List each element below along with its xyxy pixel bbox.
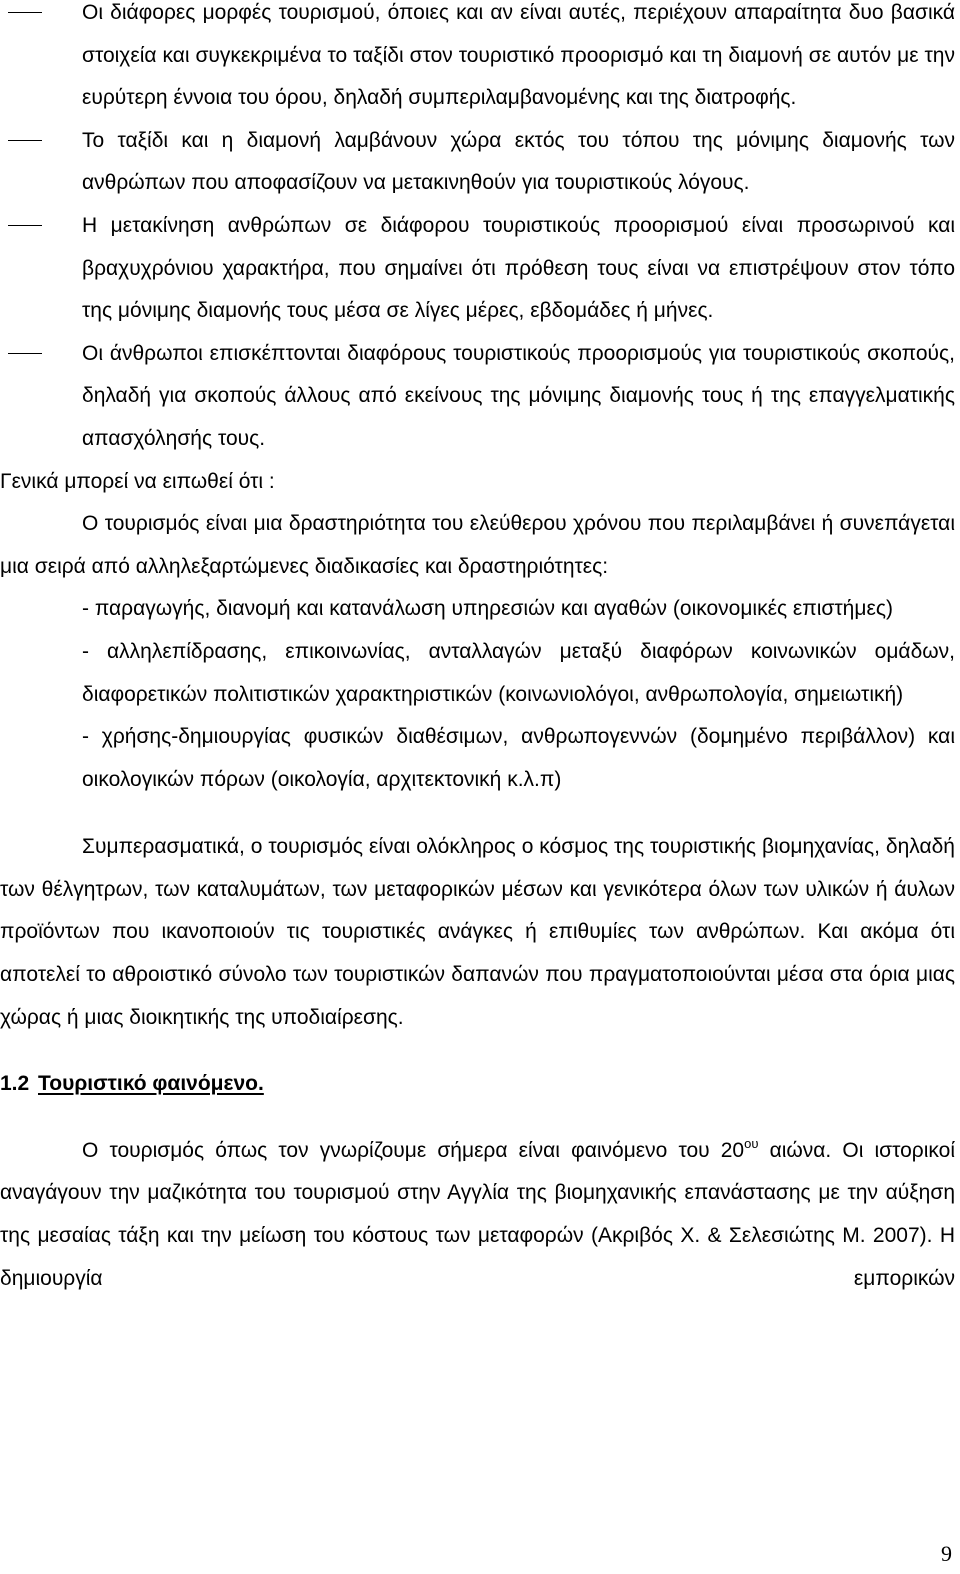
conclusion-paragraph: Συμπερασματικά, ο τουρισμός είναι ολόκληρος ο κόσμος της τουριστικής βιομηχανίας, δηλαδή των θέλγητρων, των καταλυμάτων, των μεταφορικών μέσων και γενικότερα όλων των υλικών ή άυλων προϊόντων που ικανοποιούν τις τουριστικές ανάγκες ή επιθυμίες των ανθρώπων. Και ακόμα ότι αποτελεί το αθροιστικό σύνολο των τουριστικών δαπανών που πραγματοποιούνται μέσα στα όρια μιας χώρας ή μιας διοικητικής της υποδιαίρεσης. (0, 835, 955, 1029)
bullet-text: Το ταξίδι και η διαμονή λαμβάνουν χώρα εκτός του τόπου της μόνιμης διαμονής των ανθρώπων που αποφασίζουν να μετακινηθούν για τουριστικούς λόγους. (82, 128, 955, 195)
section-title: Τουριστικό φαινόμενο. (38, 1072, 264, 1096)
bullet-text: Οι άνθρωποι επισκέπτονται διαφόρους τουριστικούς προορισμούς για τουριστικούς σκοπούς, δηλαδή για σκοπούς άλλους από εκείνους της μόνιμης διαμονής τους ή της επαγγελματικής απασχόλησής τους. (82, 341, 955, 450)
hyphen-list-item: - χρήσης-δημιουργίας φυσικών διαθέσιμων, ανθρωπογεννών (δομημένο περιβάλλον) και οικολογικών πόρων (οικολογία, αρχιτεκτονική κ.λ.π) (82, 725, 955, 791)
bullet-item (0, 0, 955, 120)
bullet-item (0, 120, 955, 205)
definition-paragraph: Ο τουρισμός είναι μια δραστηριότητα του ελεύθερου χρόνου που περιλαμβάνει ή συνεπάγεται μια σειρά από αλληλεξαρτώμενες διαδικασίες και δραστηριότητες: (0, 512, 955, 578)
section-number: 1.2 (0, 1072, 30, 1096)
dash-bullet-icon (8, 12, 42, 13)
section-paragraph (0, 1130, 955, 1300)
dash-bullet-icon (8, 140, 42, 141)
paragraph-text-end: αιώνα. Οι ιστορικοί αναγάγουν την μαζικότητα του τουρισμού στην Αγγλία της βιομηχανικής επανάστασης με την αύξηση της μεσαίας τάξη και την μείωση του κόστους των μεταφορών (Ακριβός Χ. & Σελεσιώτης Μ. 2007). Η δημιουργία εμπορικών (0, 1138, 955, 1290)
general-intro: Γενικά μπορεί να ειπωθεί ότι : (0, 469, 275, 493)
page-number: 9 (941, 1541, 952, 1566)
hyphen-list-item: - αλληλεπίδρασης, επικοινωνίας, ανταλλαγών μεταξύ διαφόρων κοινωνικών ομάδων, διαφορετικών πολιτιστικών χαρακτηριστικών (κοινωνιολόγοι, ανθρωπολογία, σημειωτική) (82, 639, 955, 706)
paragraph-text-start: Ο τουρισμός όπως τον γνωρίζουμε σήμερα είναι φαινόμενο του 20 (82, 1138, 745, 1162)
bullet-text: Οι διάφορες μορφές τουρισμού, όποιες και αν είναι αυτές, περιέχουν απαραίτητα δυο βασικά στοιχεία και συγκεκριμένα το ταξίδι στον τουριστικό προορισμό και τη διαμονή σε αυτόν με την ευρύτερη έννοια του όρου, δηλαδή συμπεριλαμβανομένης και της διατροφής. (82, 1, 955, 110)
bullet-text: Η μετακίνηση ανθρώπων σε διάφορου τουριστικούς προορισμού είναι προσωρινού και βραχυχρόνιου χαρακτήρα, που σημαίνει ότι πρόθεση τους είναι να επιστρέψουν στον τόπο της μόνιμης διαμονής τους μέσα σε λίγες μέρες, εβδομάδες ή μήνες. (82, 213, 955, 323)
dash-bullet-icon (8, 353, 42, 354)
dash-bullet-icon (8, 225, 42, 226)
ordinal-superscript: ου (744, 1135, 759, 1151)
bullet-item (0, 333, 955, 461)
section-heading (0, 1063, 955, 1106)
bullet-item (0, 205, 955, 333)
hyphen-list-item: - παραγωγής, διανομή και κατανάλωση υπηρεσιών και αγαθών (οικονομικές επιστήμες) (82, 597, 893, 621)
